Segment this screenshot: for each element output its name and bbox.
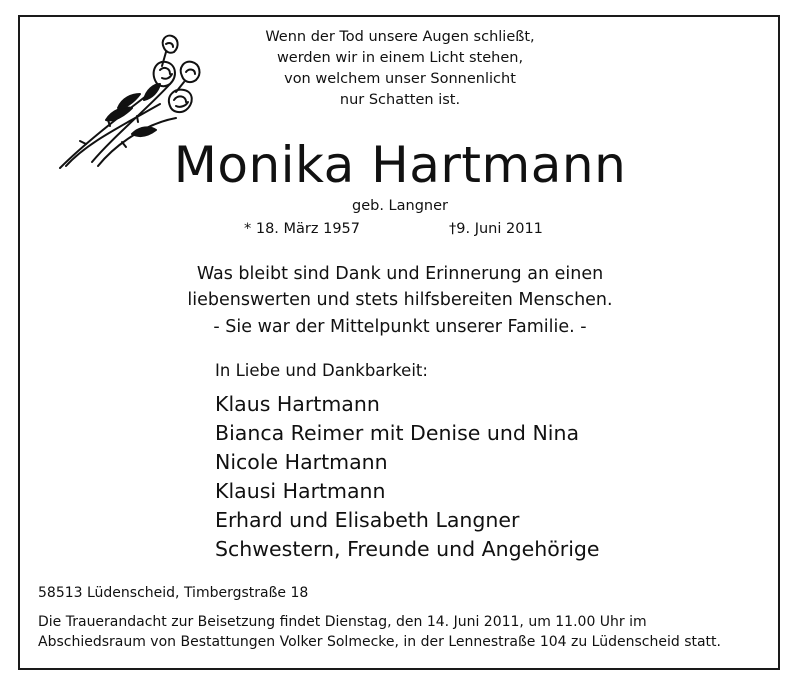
mourners-list (215, 390, 600, 564)
poem-line: werden wir in einem Licht stehen, (276, 50, 524, 66)
mourner-name: Erhard und Elisabeth Langner (215, 508, 520, 532)
notice-line: Abschiedsraum von Bestattungen Volker Solmecke, in der Lennestraße 104 zu Lüdenscheid statt. (38, 634, 721, 650)
birth-name: geb. Langner (352, 198, 448, 214)
service-notice (38, 612, 721, 652)
mourner-name: Nicole Hartmann (215, 450, 388, 474)
poem-line: nur Schatten ist. (339, 92, 461, 108)
mourner-name: Klaus Hartmann (215, 392, 380, 416)
mourners-intro: In Liebe und Dankbarkeit: (215, 361, 428, 380)
quote-line: Was bleibt sind Dank und Erinnerung an einen (196, 264, 604, 284)
family-motto: - Sie war der Mittelpunkt unserer Familie. - (213, 317, 587, 337)
birth-date: * 18. März 1957 (244, 221, 361, 237)
deceased-name: Monika Hartmann (173, 136, 627, 194)
poem-line: Wenn der Tod unsere Augen schließt, (265, 29, 535, 45)
notice-line: Die Trauerandacht zur Beisetzung findet Dienstag, den 14. Juni 2011, um 11.00 Uhr im (38, 614, 647, 630)
poem (250, 27, 550, 111)
quote-line: liebenswerten und stets hilfsbereiten Menschen. (187, 290, 613, 310)
remembrance-quote (150, 261, 650, 313)
family-address: 58513 Lüdenscheid, Timbergstraße 18 (38, 585, 309, 601)
death-date: †9. Juni 2011 (449, 221, 543, 237)
mourner-name: Schwestern, Freunde und Angehörige (215, 537, 600, 561)
poem-line: von welchem unser Sonnenlicht (284, 71, 516, 87)
mourner-name: Bianca Reimer mit Denise und Nina (215, 421, 580, 445)
mourner-name: Klausi Hartmann (215, 479, 386, 503)
